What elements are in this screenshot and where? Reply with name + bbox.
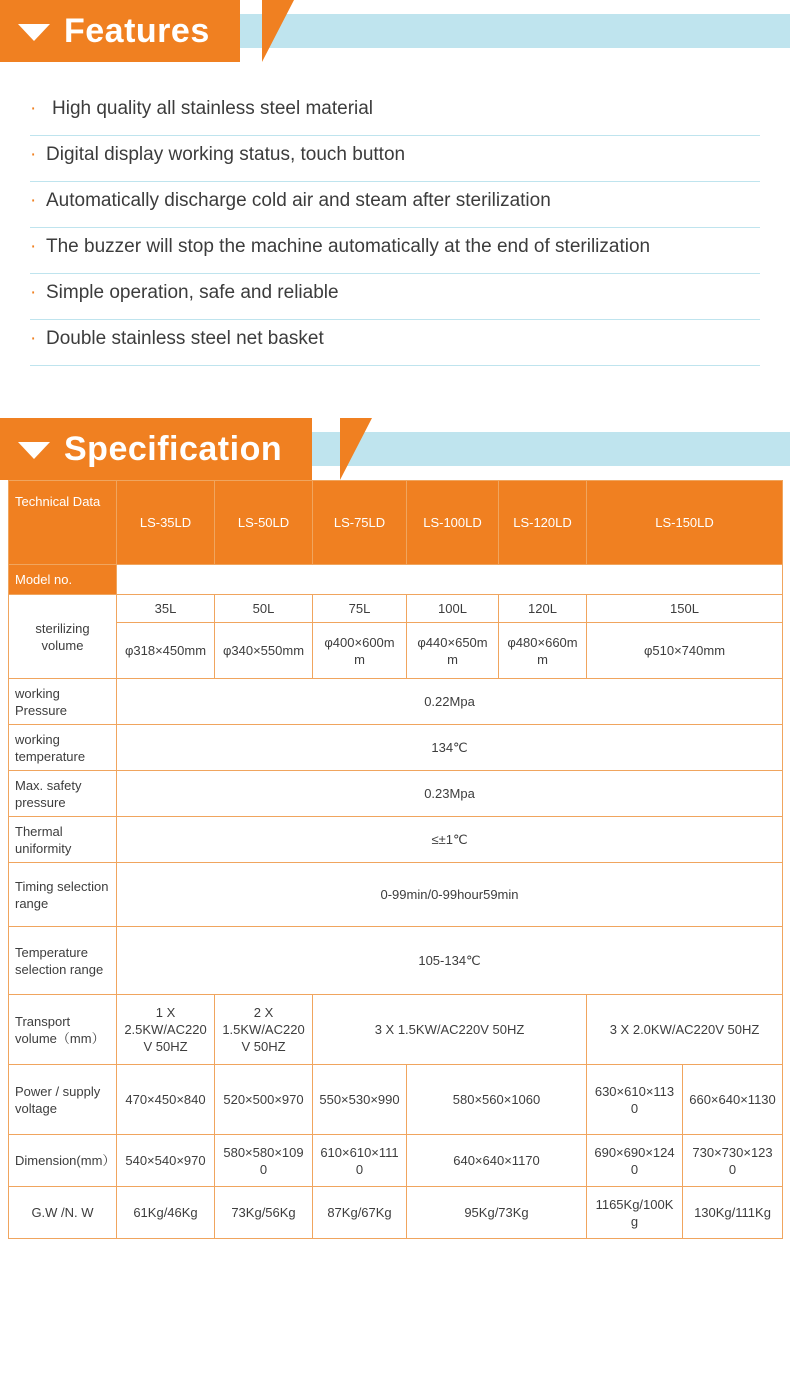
triangle-down-icon	[18, 442, 50, 459]
specification-header-tab	[0, 418, 312, 480]
row-label-model-no: Model no.	[9, 565, 117, 595]
table-row	[9, 995, 783, 1065]
specification-table-wrapper	[0, 480, 790, 1239]
feature-text: The buzzer will stop the machine automatically at the end of sterilization	[46, 236, 651, 257]
bullet-icon: ·	[30, 328, 37, 349]
row-label-thermal-uniformity: Thermal uniformity	[9, 817, 117, 863]
header-model-ls-100ld: LS-100LD	[407, 481, 499, 565]
cell-sterilizing-volume-120l: 120L	[499, 595, 587, 623]
features-header-notch	[262, 0, 294, 62]
cell-weight-75ld: 87Kg/67Kg	[313, 1187, 407, 1239]
table-row	[9, 623, 783, 679]
row-value-model-no	[117, 565, 783, 595]
cell-sterilizing-dim-150l: φ510×740mm	[587, 623, 783, 679]
table-row	[9, 565, 783, 595]
section-spacer	[0, 366, 790, 418]
cell-weight-100-120ld: 95Kg/73Kg	[407, 1187, 587, 1239]
features-title: Features	[64, 11, 210, 50]
row-label-power-supply-voltage: Power / supply voltage	[9, 1065, 117, 1135]
cell-power-75ld: 550×530×990	[313, 1065, 407, 1135]
row-label-gross-net-weight: G.W /N. W	[9, 1187, 117, 1239]
feature-text: Digital display working status, touch button	[46, 144, 406, 165]
header-model-ls-150ld: LS-150LD	[587, 481, 783, 565]
cell-sterilizing-volume-75l: 75L	[313, 595, 407, 623]
triangle-down-icon	[18, 24, 50, 41]
list-item	[30, 274, 760, 320]
cell-sterilizing-dim-50l: φ340×550mm	[215, 623, 313, 679]
table-header-row	[9, 481, 783, 565]
cell-dimension-75ld: 610×610×1110	[313, 1135, 407, 1187]
header-model-ls-50ld: LS-50LD	[215, 481, 313, 565]
cell-sterilizing-volume-100l: 100L	[407, 595, 499, 623]
cell-working-temperature-value: 134℃	[117, 725, 783, 771]
cell-power-120ld: 630×610×1130	[587, 1065, 683, 1135]
cell-transport-volume-75-120ld: 3 X 1.5KW/AC220V 50HZ	[313, 995, 587, 1065]
cell-transport-volume-35ld: 1 X 2.5KW/AC220V 50HZ	[117, 995, 215, 1065]
table-row	[9, 771, 783, 817]
cell-weight-150ld: 130Kg/111Kg	[683, 1187, 783, 1239]
cell-weight-50ld: 73Kg/56Kg	[215, 1187, 313, 1239]
bullet-icon: ·	[30, 190, 37, 211]
cell-sterilizing-volume-35l: 35L	[117, 595, 215, 623]
row-label-working-temperature: working temperature	[9, 725, 117, 771]
header-model-ls-75ld: LS-75LD	[313, 481, 407, 565]
list-item	[30, 228, 760, 274]
feature-text: Double stainless steel net basket	[46, 328, 324, 349]
cell-transport-volume-50ld: 2 X 1.5KW/AC220V 50HZ	[215, 995, 313, 1065]
list-item	[30, 182, 760, 228]
cell-dimension-35ld: 540×540×970	[117, 1135, 215, 1187]
cell-dimension-100-120ld: 640×640×1170	[407, 1135, 587, 1187]
features-header-tab	[0, 0, 240, 62]
cell-sterilizing-dim-120l: φ480×660mm	[499, 623, 587, 679]
bullet-icon: ·	[30, 144, 37, 165]
list-item	[30, 320, 760, 366]
table-row	[9, 1065, 783, 1135]
cell-dimension-150ld: 730×730×1230	[683, 1135, 783, 1187]
feature-text: High quality all stainless steel material	[52, 98, 374, 119]
table-row	[9, 595, 783, 623]
cell-transport-volume-150ld: 3 X 2.0KW/AC220V 50HZ	[587, 995, 783, 1065]
row-label-max-safety-pressure: Max. safety pressure	[9, 771, 117, 817]
cell-temperature-selection-range-value: 105-134℃	[117, 927, 783, 995]
features-list	[0, 62, 790, 366]
header-technical-data: Technical Data	[9, 481, 117, 565]
cell-thermal-uniformity-value: ≤±1℃	[117, 817, 783, 863]
cell-power-50ld: 520×500×970	[215, 1065, 313, 1135]
cell-sterilizing-volume-50l: 50L	[215, 595, 313, 623]
table-row	[9, 725, 783, 771]
header-model-ls-120ld: LS-120LD	[499, 481, 587, 565]
specification-table	[8, 480, 783, 1239]
cell-timing-selection-range-value: 0-99min/0-99hour59min	[117, 863, 783, 927]
feature-text: Automatically discharge cold air and steam after sterilization	[46, 190, 551, 211]
cell-working-pressure-value: 0.22Mpa	[117, 679, 783, 725]
bullet-icon: ·	[30, 282, 37, 303]
table-row	[9, 679, 783, 725]
cell-power-150ld: 660×640×1130	[683, 1065, 783, 1135]
cell-power-100-120ld: 580×560×1060	[407, 1065, 587, 1135]
table-row	[9, 1187, 783, 1239]
feature-text: Simple operation, safe and reliable	[46, 282, 339, 303]
list-item	[30, 90, 760, 136]
table-row	[9, 817, 783, 863]
cell-weight-120ld: 1165Kg/100Kg	[587, 1187, 683, 1239]
row-label-working-pressure: working Pressure	[9, 679, 117, 725]
header-model-ls-35ld: LS-35LD	[117, 481, 215, 565]
cell-sterilizing-dim-35l: φ318×450mm	[117, 623, 215, 679]
row-label-sterilizing-volume: sterilizing volume	[9, 595, 117, 679]
bullet-icon: ·	[30, 98, 37, 119]
cell-power-35ld: 470×450×840	[117, 1065, 215, 1135]
row-label-temperature-selection-range: Temperature selection range	[9, 927, 117, 995]
cell-max-safety-pressure-value: 0.23Mpa	[117, 771, 783, 817]
bullet-icon: ·	[30, 236, 37, 257]
row-label-transport-volume: Transport volume（mm）	[9, 995, 117, 1065]
specification-header-notch	[340, 418, 372, 480]
list-item	[30, 136, 760, 182]
cell-sterilizing-volume-150l: 150L	[587, 595, 783, 623]
row-label-dimension: Dimension(mm）	[9, 1135, 117, 1187]
table-row	[9, 927, 783, 995]
specification-title: Specification	[64, 429, 283, 468]
specification-section-header	[0, 418, 790, 480]
features-section-header	[0, 0, 790, 62]
row-label-timing-selection-range: Timing selection range	[9, 863, 117, 927]
table-row	[9, 1135, 783, 1187]
bottom-spacer	[0, 1239, 790, 1259]
cell-dimension-120ld: 690×690×1240	[587, 1135, 683, 1187]
cell-sterilizing-dim-75l: φ400×600mm	[313, 623, 407, 679]
table-row	[9, 863, 783, 927]
cell-weight-35ld: 61Kg/46Kg	[117, 1187, 215, 1239]
cell-sterilizing-dim-100l: φ440×650mm	[407, 623, 499, 679]
cell-dimension-50ld: 580×580×1090	[215, 1135, 313, 1187]
